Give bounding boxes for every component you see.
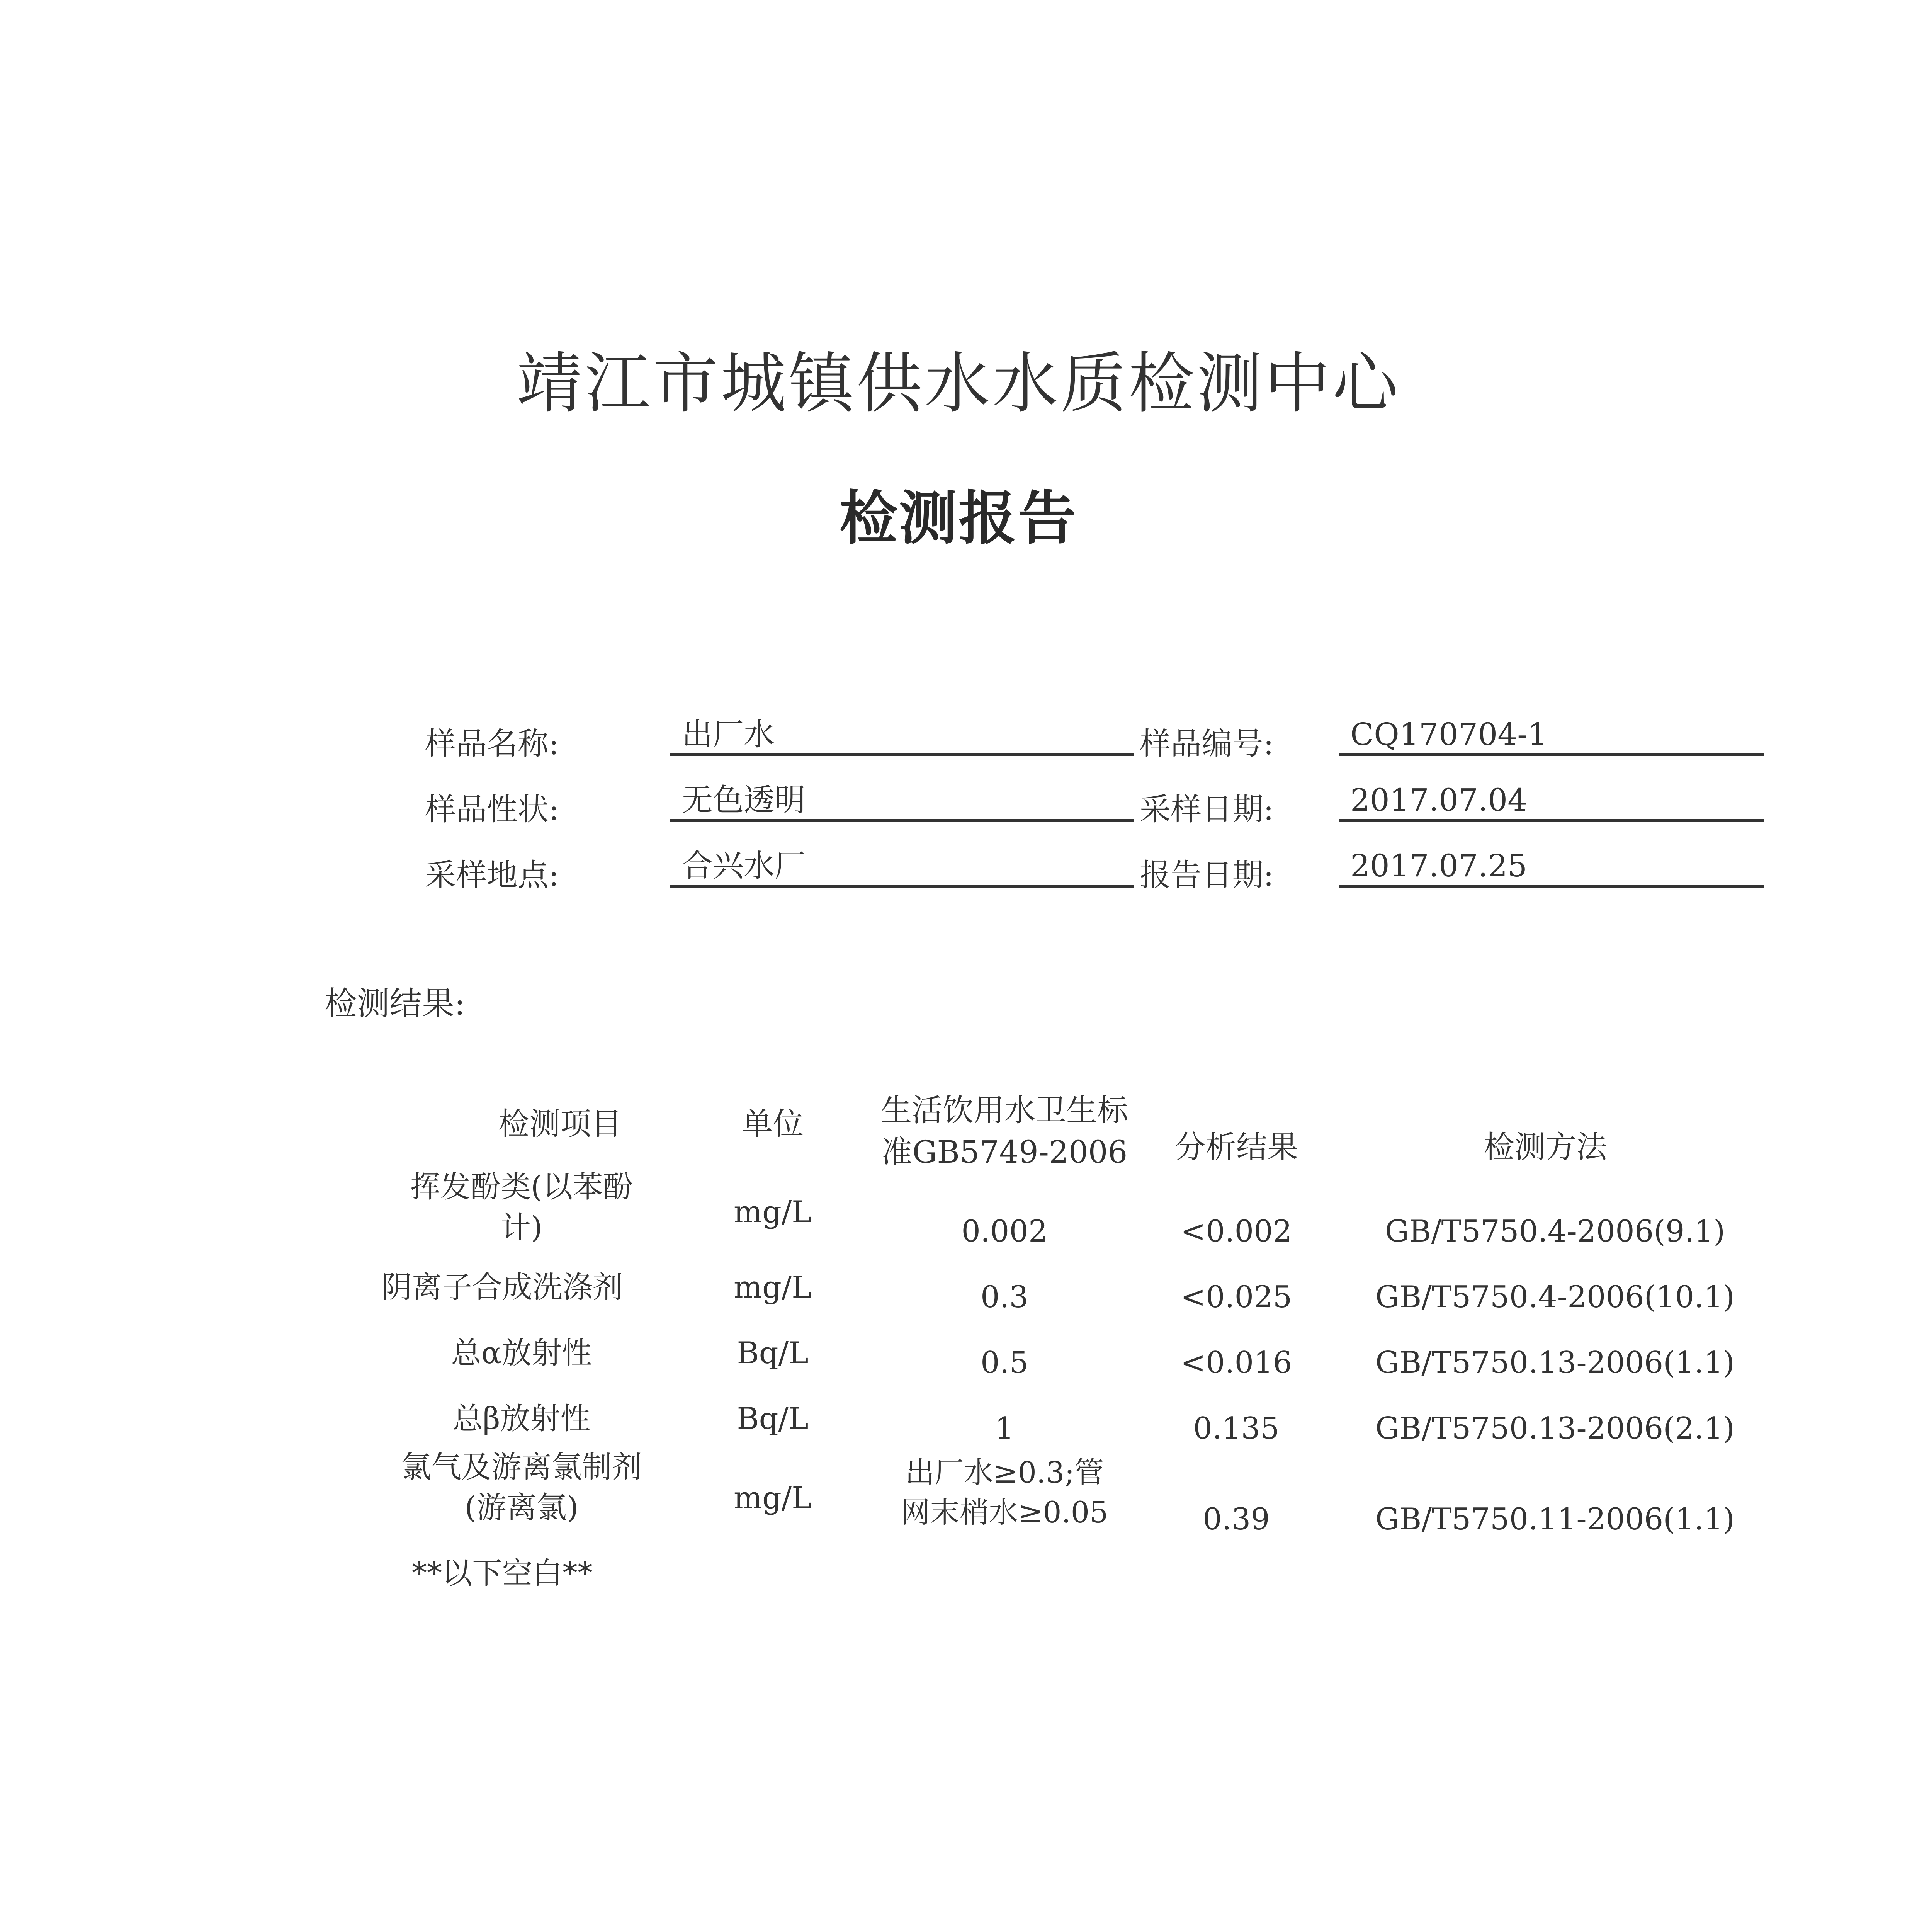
row-unit: Bq/L bbox=[737, 1336, 809, 1371]
row-standard: 0.5 bbox=[980, 1345, 1029, 1380]
row-method: GB/T5750.4-2006(9.1) bbox=[1385, 1214, 1725, 1249]
report-date-label: 报告日期: bbox=[1140, 857, 1274, 893]
row-method: GB/T5750.13-2006(2.1) bbox=[1375, 1411, 1735, 1446]
row-item: 阴离子合成洗涤剂 bbox=[381, 1270, 623, 1305]
row-result: <0.002 bbox=[1180, 1214, 1292, 1249]
report-date-value: 2017.07.25 bbox=[1339, 844, 1764, 888]
row-item: 总β放射性 bbox=[452, 1401, 591, 1436]
row-method: GB/T5750.11-2006(1.1) bbox=[1375, 1502, 1735, 1537]
row-standard: 0.3 bbox=[980, 1280, 1029, 1315]
row-method: GB/T5750.13-2006(1.1) bbox=[1375, 1345, 1735, 1380]
row-item-line1: 挥发酚类(以苯酚 bbox=[410, 1170, 633, 1204]
row-item bbox=[309, 1447, 734, 1529]
header-unit: 单位 bbox=[742, 1106, 804, 1142]
header-standard-line1: 生活饮用水卫生标 bbox=[881, 1092, 1128, 1128]
sample-number-value: CQ170704-1 bbox=[1339, 713, 1764, 756]
row-item-line2: 计) bbox=[500, 1210, 543, 1245]
row-standard-line2: 网末梢水≥0.05 bbox=[901, 1495, 1108, 1529]
header-method: 检测方法 bbox=[1484, 1129, 1607, 1165]
sampling-date-label: 采样日期: bbox=[1140, 791, 1274, 827]
row-unit: mg/L bbox=[734, 1195, 812, 1230]
row-item: 总α放射性 bbox=[451, 1336, 592, 1371]
sample-name-value: 出厂水 bbox=[670, 713, 1134, 756]
row-standard: 1 bbox=[995, 1411, 1014, 1446]
row-unit: Bq/L bbox=[737, 1401, 809, 1436]
row-result: <0.016 bbox=[1180, 1345, 1292, 1380]
sampling-location-label: 采样地点: bbox=[425, 857, 559, 893]
row-item bbox=[309, 1167, 734, 1248]
sample-number-label: 样品编号: bbox=[1140, 726, 1274, 762]
row-item-line1: 氯气及游离氯制剂 bbox=[401, 1450, 642, 1485]
table-end-note: **以下空白** bbox=[411, 1556, 593, 1591]
row-standard-line1: 出厂水≥0.3;管 bbox=[905, 1455, 1104, 1490]
row-result: <0.025 bbox=[1180, 1280, 1292, 1315]
row-standard: 0.002 bbox=[961, 1214, 1048, 1249]
organization-title: 靖江市城镇供水水质检测中心 bbox=[516, 345, 1400, 422]
row-result: 0.135 bbox=[1193, 1411, 1280, 1446]
header-standard-line2: 准GB5749-2006 bbox=[881, 1134, 1128, 1170]
row-unit: mg/L bbox=[734, 1270, 812, 1305]
row-item-line2: (游离氯) bbox=[464, 1490, 579, 1526]
results-heading: 检测结果: bbox=[325, 985, 466, 1022]
report-title: 检测报告 bbox=[839, 484, 1077, 552]
row-result: 0.39 bbox=[1203, 1502, 1270, 1537]
row-method: GB/T5750.4-2006(10.1) bbox=[1375, 1280, 1735, 1315]
sample-state-label: 样品性状: bbox=[425, 791, 559, 827]
sample-name-label: 样品名称: bbox=[425, 726, 559, 762]
sampling-date-value: 2017.07.04 bbox=[1339, 779, 1764, 822]
header-result: 分析结果 bbox=[1174, 1129, 1298, 1165]
row-unit: mg/L bbox=[734, 1481, 812, 1515]
sampling-location-value: 合兴水厂 bbox=[670, 844, 1134, 888]
sample-state-value: 无色透明 bbox=[670, 779, 1134, 822]
header-item: 检测项目 bbox=[498, 1106, 622, 1142]
